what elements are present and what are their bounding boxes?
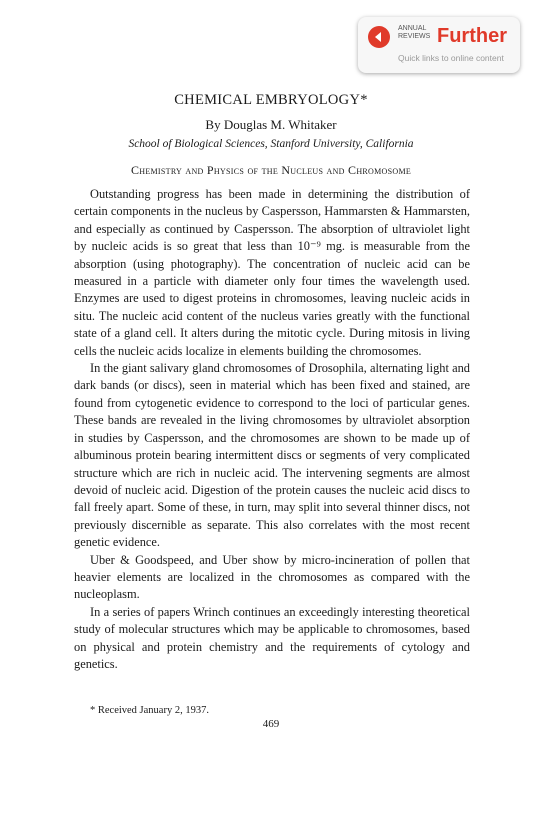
- footnote: * Received January 2, 1937.: [90, 705, 209, 716]
- article-author: By Douglas M. Whitaker: [205, 117, 337, 132]
- article-body: [74, 186, 470, 673]
- paragraph: In a series of papers Wrinch continues an exceedingly interesting theoretical study of molecular structures which may be applicable to chromosomes, based on physical and protein chemistry and the requirements of cytology and genetics.: [74, 604, 470, 671]
- section-heading: Chemistry and Physics of the Nucleus and Chromosome: [130, 163, 412, 177]
- badge-brand: Further: [437, 25, 507, 47]
- badge-tagline: Quick links to online content: [398, 53, 504, 63]
- further-badge[interactable]: [358, 17, 520, 73]
- paragraph: Outstanding progress has been made in determining the distribution of certain components in the nucleus by Caspersson, Hammarsten & Hammarsten, and especially as continued by Caspersson. The absorption of ultraviolet light by nucleic acids is so great that less than 10⁻⁹ mg. is measurable from the absorption (using photography). The concentration of nucleic acid can be measured in a particle with diameter only four times the wavelength used. Enzymes are used to digest proteins in chromosomes, leaving nucleic acids in situ. The nucleic acid content of the nucleus varies greatly with the functional state of a gland cell. It alters during the mitotic cycle. During mitosis in living cells the nucleic acids localize in elements building the chromosomes.: [74, 187, 470, 358]
- paragraph: In the giant salivary gland chromosomes of Drosophila, alternating light and dark bands (or discs), seen in material which has been fixed and stained, are found from cytogenetic evidence to correspond to the loci of particular genes. These bands are revealed in the living chromosomes by ultraviolet absorption in studies by Caspersson, and the chromosomes are shown to be made up of albuminous protein bearing intermittent discs or segments of very complicated structure which are rich in nucleic acid. The intervening segments are almost devoid of nucleic acid. Digestion of the protein causes the nucleic acid discs to fall freely apart. Some of these, in turn, may split into several thinner discs, not previously discernible as separate. This also correlates with the most recent genetic evidence.: [74, 361, 470, 550]
- article-title: CHEMICAL EMBRYOLOGY*: [174, 92, 368, 108]
- page-number: 469: [262, 718, 280, 730]
- badge-line2: REVIEWS: [398, 33, 431, 40]
- paragraph: Uber & Goodspeed, and Uber show by micro-incineration of pollen that heavier elements are localized in the chromosomes as compared with the nucleoplasm.: [74, 552, 470, 602]
- badge-line1: ANNUAL: [398, 25, 427, 32]
- annual-reviews-logo-icon: [368, 26, 390, 48]
- author-affiliation: School of Biological Sciences, Stanford University, California: [128, 138, 414, 150]
